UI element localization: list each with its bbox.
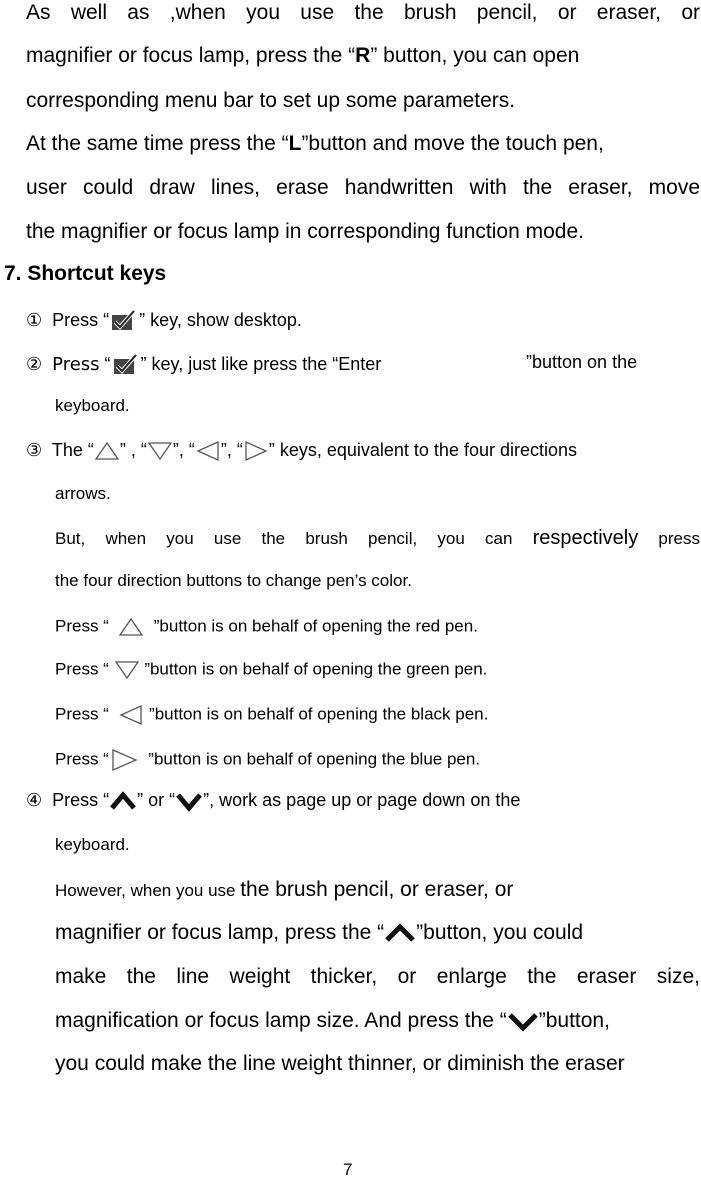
text-run: respectively bbox=[532, 527, 639, 549]
text-run: Press “ bbox=[55, 749, 109, 769]
green-pen-line bbox=[55, 659, 487, 681]
text-run: Press “ bbox=[52, 309, 110, 330]
triangle-left-icon bbox=[195, 440, 221, 462]
text-run: ”button, bbox=[538, 1009, 610, 1032]
text-run: ” keys, equivalent to the four directions bbox=[268, 439, 578, 460]
para-line: corresponding menu bar to set up some parameters. bbox=[26, 89, 516, 112]
key-l: L bbox=[288, 132, 302, 155]
triangle-up-icon bbox=[118, 616, 144, 638]
para-line: the four direction buttons to change pen’s color. bbox=[55, 571, 412, 590]
red-pen-line bbox=[55, 616, 478, 638]
item-number: ③ bbox=[26, 439, 43, 460]
text-run: At the same time press the “ bbox=[26, 132, 289, 155]
enter-key-icon bbox=[111, 353, 141, 377]
para-line: As well as ,when you use the brush pencil, or eraser, or bbox=[26, 1, 700, 24]
item-number: ① bbox=[26, 309, 43, 330]
para-line: keyboard. bbox=[55, 396, 130, 415]
text-run: ”button, you could bbox=[416, 921, 584, 944]
text-run: ”, “ bbox=[220, 439, 243, 460]
para-line bbox=[55, 879, 700, 900]
section-heading: 7. Shortcut keys bbox=[4, 262, 167, 285]
page-number: 7 bbox=[343, 1160, 353, 1179]
text-run: Press “ bbox=[55, 659, 109, 679]
text-run: Press “ bbox=[52, 789, 110, 810]
text-run: ” or “ bbox=[137, 789, 176, 810]
text-run: the brush pencil, or eraser, or bbox=[240, 878, 514, 901]
chevron-up-icon bbox=[384, 922, 416, 944]
para-line bbox=[55, 1010, 610, 1032]
text-run: “ bbox=[104, 353, 111, 374]
para-line: arrows. bbox=[55, 484, 111, 503]
chevron-down-icon bbox=[175, 790, 203, 812]
triangle-down-icon bbox=[114, 659, 140, 681]
text-run: press bbox=[638, 529, 701, 548]
text-run: magnification or focus lamp size. And press the “ bbox=[55, 1009, 507, 1032]
triangle-left-icon bbox=[118, 704, 144, 726]
key-r: R bbox=[355, 44, 371, 67]
text-run: magnifier or focus lamp, press the “ bbox=[26, 44, 356, 67]
para-line bbox=[26, 133, 604, 154]
para-line: the magnifier or focus lamp in corresponding function mode. bbox=[26, 220, 584, 243]
para-line: keyboard. bbox=[55, 835, 130, 854]
text-run: ”button is on behalf of opening the black pen. bbox=[149, 704, 489, 724]
text-run: ” key, just like press the “Enter bbox=[140, 353, 382, 374]
text-run: ”button is on behalf of opening the red pen. bbox=[153, 616, 478, 636]
para-line bbox=[55, 528, 700, 548]
text-run: But, when you use the brush pencil, you can bbox=[55, 529, 533, 548]
para-line: user could draw lines, erase handwritten with the eraser, move bbox=[26, 176, 700, 199]
text-run: However, when you use bbox=[55, 881, 241, 900]
item-1 bbox=[26, 309, 302, 333]
text-run: ”button and move the touch pen, bbox=[301, 132, 604, 155]
text-run: Press “ bbox=[55, 616, 109, 636]
triangle-right-icon bbox=[109, 748, 139, 772]
para-line: you could make the line weight thinner, or diminish the eraser bbox=[55, 1052, 625, 1075]
triangle-down-icon bbox=[147, 440, 173, 462]
item-4 bbox=[26, 790, 700, 812]
text-run: ” key, show desktop. bbox=[139, 309, 302, 330]
item-2-end: ”button on the bbox=[526, 352, 638, 372]
triangle-right-icon bbox=[243, 440, 269, 462]
para-line bbox=[55, 922, 583, 944]
blue-pen-line bbox=[55, 748, 480, 772]
text-run: Press “ bbox=[55, 704, 109, 724]
text-run: ”, work as page up or page down on the bbox=[203, 789, 521, 810]
triangle-up-icon bbox=[94, 440, 120, 462]
item-number: ② bbox=[26, 353, 43, 374]
desktop-key-icon bbox=[109, 309, 139, 333]
text-run: ” button, you can open bbox=[370, 44, 580, 67]
text-run: Press bbox=[52, 353, 100, 375]
chevron-up-icon bbox=[109, 790, 137, 812]
text-run: ” , “ bbox=[119, 439, 147, 460]
text-run: ”button is on behalf of opening the blue pen. bbox=[148, 749, 481, 769]
text-run: The “ bbox=[51, 439, 94, 460]
chevron-down-icon bbox=[507, 1010, 539, 1032]
para-line bbox=[26, 45, 579, 66]
black-pen-line bbox=[55, 704, 488, 726]
text-run: ”button is on behalf of opening the green pen. bbox=[144, 659, 488, 679]
text-run: ”, “ bbox=[172, 439, 195, 460]
item-number: ④ bbox=[26, 789, 43, 810]
item-3 bbox=[26, 440, 577, 462]
para-line: make the line weight thicker, or enlarge the eraser size, bbox=[55, 965, 700, 988]
text-run: magnifier or focus lamp, press the “ bbox=[55, 921, 385, 944]
